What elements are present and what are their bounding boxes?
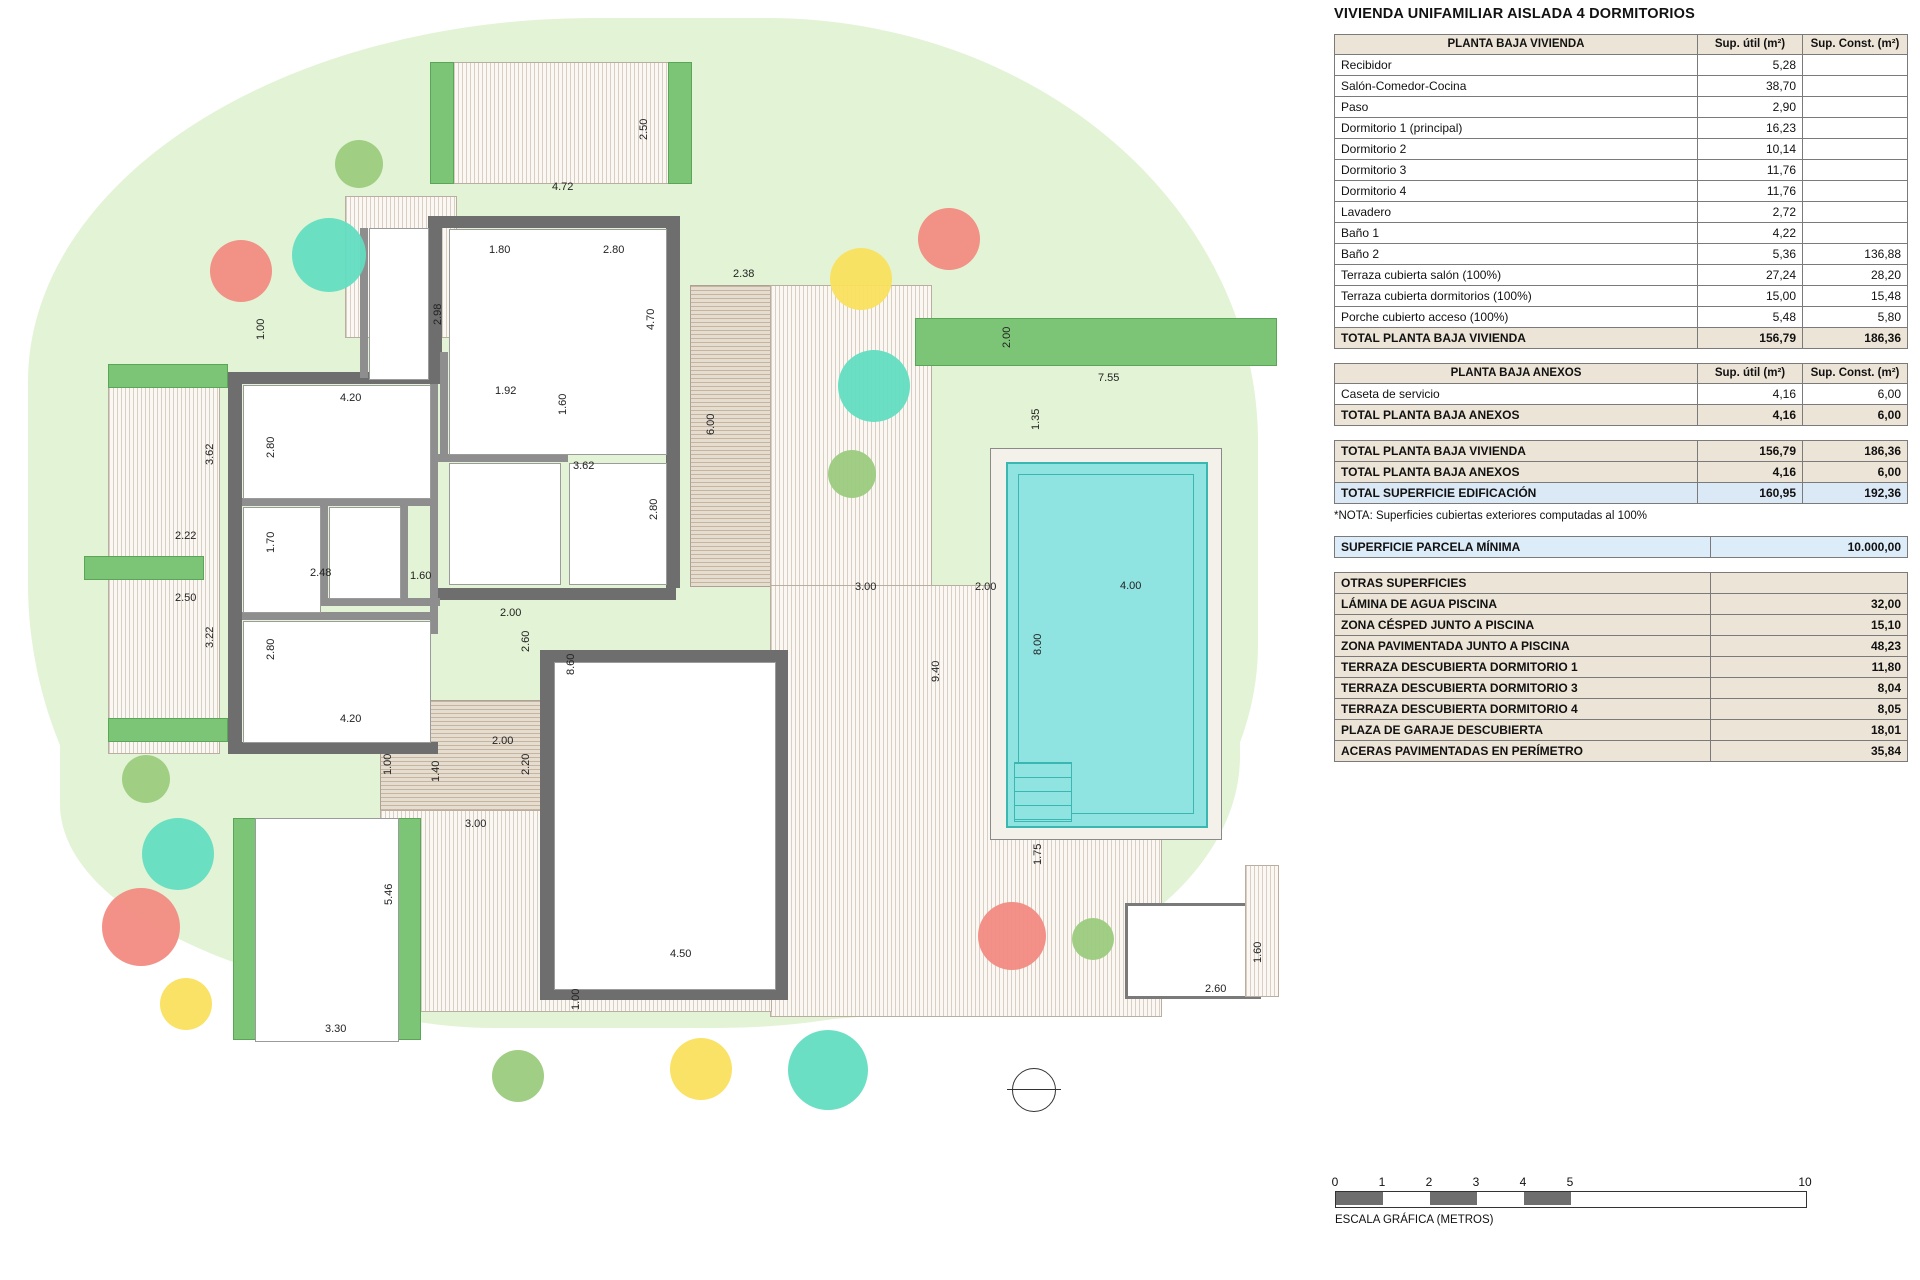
dimension-label: 1.40	[430, 760, 442, 782]
room-lavadero	[569, 463, 667, 585]
dimension-label: 4.50	[670, 948, 692, 960]
wall-living-north	[436, 588, 676, 600]
north-arrow-icon	[1012, 1068, 1056, 1112]
dimension-label: 4.20	[340, 713, 362, 725]
wall-east-upper	[666, 216, 680, 588]
row-const: 28,20	[1803, 265, 1908, 286]
row-util: 4,16	[1698, 405, 1803, 426]
table-row	[1335, 657, 1908, 678]
room-bano-2	[449, 463, 561, 585]
room-dormitorio-1	[449, 229, 667, 455]
row-util: 2,72	[1698, 202, 1803, 223]
dimension-label: 1.00	[570, 988, 582, 1010]
row-label: Dormitorio 1 (principal)	[1335, 118, 1698, 139]
parcela-value: 10.000,00	[1711, 537, 1908, 558]
row-const: 6,00	[1803, 384, 1908, 405]
green-band-north-left	[430, 62, 454, 184]
dimension-label: 2.00	[975, 581, 997, 593]
dimension-label: 1.60	[1252, 941, 1264, 963]
partition-2	[430, 384, 438, 634]
dimension-label: 1.00	[382, 753, 394, 775]
caseta-paving	[1245, 865, 1279, 997]
dimension-label: 2.80	[265, 436, 277, 458]
scale-tick: 2	[1425, 1175, 1433, 1189]
watermark	[905, 625, 1025, 685]
row-label: Caseta de servicio	[1335, 384, 1698, 405]
table-row	[1335, 202, 1908, 223]
row-util: 4,16	[1698, 462, 1803, 483]
tree-icon	[830, 248, 892, 310]
table-row	[1335, 594, 1908, 615]
dimension-label: 3.22	[204, 626, 216, 648]
dimension-label: 1.70	[265, 531, 277, 553]
row-const: 192,36	[1803, 483, 1908, 504]
row-const	[1803, 202, 1908, 223]
row-util: 38,70	[1698, 76, 1803, 97]
partition-6	[400, 506, 408, 606]
wall-north	[428, 216, 678, 228]
tree-icon	[160, 978, 212, 1030]
row-label: LÁMINA DE AGUA PISCINA	[1335, 594, 1711, 615]
row-label: Dormitorio 2	[1335, 139, 1698, 160]
table-row	[1335, 328, 1908, 349]
garage-plaza	[255, 818, 399, 1042]
dimension-label: 3.00	[855, 581, 877, 593]
dimension-label: 8.60	[565, 653, 577, 675]
row-label: Terraza cubierta salón (100%)	[1335, 265, 1698, 286]
table-row	[1335, 139, 1908, 160]
scale-tick: 4	[1519, 1175, 1527, 1189]
row-label: Baño 2	[1335, 244, 1698, 265]
table-row	[1335, 678, 1908, 699]
row-util: 5,36	[1698, 244, 1803, 265]
dimension-label: 3.62	[204, 443, 216, 465]
row-value: 8,05	[1711, 699, 1908, 720]
dimension-label: 4.72	[552, 181, 574, 193]
dimension-label: 1.00	[255, 318, 267, 340]
dimension-label: 4.20	[340, 392, 362, 404]
row-util: 4,16	[1698, 384, 1803, 405]
col-header-anexo: PLANTA BAJA ANEXOS	[1335, 364, 1698, 384]
room-recibidor	[369, 228, 429, 380]
dimension-label: 1.75	[1032, 843, 1044, 865]
wall-west	[228, 372, 242, 754]
table-parcela	[1334, 536, 1908, 558]
surface-note: *NOTA: Superficies cubiertas exteriores computadas al 100%	[1334, 510, 1647, 523]
table-resumen	[1334, 440, 1908, 504]
terrace-east-upper	[770, 285, 932, 587]
row-const	[1803, 118, 1908, 139]
row-label: Baño 1	[1335, 223, 1698, 244]
table-row	[1335, 720, 1908, 741]
table-row	[1335, 384, 1908, 405]
tree-icon	[335, 140, 383, 188]
row-value: 18,01	[1711, 720, 1908, 741]
dimension-label: 2.20	[520, 753, 532, 775]
room-paso	[329, 507, 401, 599]
partition-3	[438, 454, 568, 462]
row-const	[1803, 223, 1908, 244]
scale-caption: ESCALA GRÁFICA (METROS)	[1335, 1214, 1494, 1226]
dimension-label: 1.92	[495, 385, 517, 397]
tree-icon	[492, 1050, 544, 1102]
table-row	[1335, 699, 1908, 720]
parcela-label: SUPERFICIE PARCELA MÍNIMA	[1335, 537, 1711, 558]
partition-9	[440, 352, 448, 460]
table-row	[1335, 462, 1908, 483]
row-label: TERRAZA DESCUBIERTA DORMITORIO 1	[1335, 657, 1711, 678]
partition-5	[320, 506, 328, 606]
tree-icon	[978, 902, 1046, 970]
row-value: 11,80	[1711, 657, 1908, 678]
row-label: Porche cubierto acceso (100%)	[1335, 307, 1698, 328]
row-label: TOTAL PLANTA BAJA ANEXOS	[1335, 405, 1698, 426]
row-util: 16,23	[1698, 118, 1803, 139]
dimension-label: 7.55	[1098, 372, 1120, 384]
dimension-label: 5.46	[383, 883, 395, 905]
row-label: OTRAS SUPERFICIES	[1335, 573, 1711, 594]
wall-living-east	[774, 650, 788, 1000]
row-value: 32,00	[1711, 594, 1908, 615]
row-value	[1711, 573, 1908, 594]
row-util: 11,76	[1698, 181, 1803, 202]
green-band-west-bottom	[108, 718, 228, 742]
graphic-scale	[1331, 1175, 1835, 1226]
row-label: ZONA PAVIMENTADA JUNTO A PISCINA	[1335, 636, 1711, 657]
col-header-const: Sup. Const. (m²)	[1803, 35, 1908, 55]
dimension-label: 2.00	[500, 607, 522, 619]
col-header-util: Sup. útil (m²)	[1698, 35, 1803, 55]
row-util: 11,76	[1698, 160, 1803, 181]
row-util: 27,24	[1698, 265, 1803, 286]
row-util: 156,79	[1698, 441, 1803, 462]
page-title: VIVIENDA UNIFAMILIAR AISLADA 4 DORMITORIOS	[1334, 6, 1695, 22]
row-value: 35,84	[1711, 741, 1908, 762]
dimension-label: 2.98	[432, 303, 444, 325]
row-label: PLAZA DE GARAJE DESCUBIERTA	[1335, 720, 1711, 741]
row-util: 2,90	[1698, 97, 1803, 118]
row-const: 186,36	[1803, 441, 1908, 462]
dimension-label: 4.70	[645, 308, 657, 330]
table-row	[1335, 286, 1908, 307]
row-label: Salón-Comedor-Cocina	[1335, 76, 1698, 97]
scale-tick: 3	[1472, 1175, 1480, 1189]
scale-tick: 10	[1798, 1175, 1812, 1189]
dimension-label: 2.80	[648, 498, 660, 520]
dimension-label: 2.00	[492, 735, 514, 747]
dimension-label: 9.40	[930, 660, 942, 682]
dimension-label: 8.00	[1032, 633, 1044, 655]
row-util: 5,48	[1698, 307, 1803, 328]
tree-icon	[102, 888, 180, 966]
dimension-label: 3.62	[573, 460, 595, 472]
table-row	[1335, 307, 1908, 328]
row-label: ZONA CÉSPED JUNTO A PISCINA	[1335, 615, 1711, 636]
tree-icon	[210, 240, 272, 302]
row-label: TERRAZA DESCUBIERTA DORMITORIO 3	[1335, 678, 1711, 699]
table-row	[1335, 615, 1908, 636]
caseta-de-servicio	[1125, 903, 1261, 999]
row-value: 48,23	[1711, 636, 1908, 657]
row-const	[1803, 160, 1908, 181]
row-label: TOTAL PLANTA BAJA VIVIENDA	[1335, 328, 1698, 349]
tree-icon	[142, 818, 214, 890]
row-const: 5,80	[1803, 307, 1908, 328]
row-util: 4,22	[1698, 223, 1803, 244]
tree-icon	[828, 450, 876, 498]
table-row	[1335, 55, 1908, 76]
row-const	[1803, 181, 1908, 202]
scale-tick: 5	[1566, 1175, 1574, 1189]
row-label: TOTAL PLANTA BAJA VIVIENDA	[1335, 441, 1698, 462]
table-row	[1335, 265, 1908, 286]
row-label: Dormitorio 3	[1335, 160, 1698, 181]
partition-1	[242, 498, 438, 506]
row-const: 15,48	[1803, 286, 1908, 307]
row-const: 136,88	[1803, 244, 1908, 265]
dimension-label: 6.00	[705, 413, 717, 435]
table-row	[1335, 573, 1908, 594]
row-label: TOTAL PLANTA BAJA ANEXOS	[1335, 462, 1698, 483]
dimension-label: 2.50	[175, 592, 197, 604]
partition-7	[328, 598, 440, 606]
scale-bar	[1335, 1191, 1807, 1208]
table-row	[1335, 76, 1908, 97]
dimension-label: 3.00	[465, 818, 487, 830]
table-planta-baja-anexos	[1334, 363, 1908, 426]
dimension-label: 1.60	[410, 570, 432, 582]
area-schedule-panel	[1320, 0, 1920, 1280]
row-value: 15,10	[1711, 615, 1908, 636]
col-header-room: PLANTA BAJA VIVIENDA	[1335, 35, 1698, 55]
scale-tick: 0	[1331, 1175, 1339, 1189]
tree-icon	[292, 218, 366, 292]
row-const: 6,00	[1803, 405, 1908, 426]
dimension-label: 2.50	[638, 118, 650, 140]
table-row	[1335, 223, 1908, 244]
dimension-label: 1.80	[489, 244, 511, 256]
green-band-west-mid	[84, 556, 204, 580]
wall-south-west	[228, 742, 438, 754]
row-label: TERRAZA DESCUBIERTA DORMITORIO 4	[1335, 699, 1711, 720]
table-otras-superficies	[1334, 572, 1908, 762]
dimension-label: 2.60	[1205, 983, 1227, 995]
dimension-label: 1.60	[557, 393, 569, 415]
dimension-label: 2.60	[520, 630, 532, 652]
pool-steps	[1014, 762, 1072, 822]
table-row	[1335, 405, 1908, 426]
row-util: 15,00	[1698, 286, 1803, 307]
scale-tick: 1	[1378, 1175, 1386, 1189]
dimension-label: 2.80	[265, 638, 277, 660]
row-const	[1803, 139, 1908, 160]
row-label: TOTAL SUPERFICIE EDIFICACIÓN	[1335, 483, 1698, 504]
tree-icon	[122, 755, 170, 803]
row-util: 160,95	[1698, 483, 1803, 504]
row-label: Terraza cubierta dormitorios (100%)	[1335, 286, 1698, 307]
dimension-label: 1.35	[1030, 408, 1042, 430]
row-util: 10,14	[1698, 139, 1803, 160]
col-header-util: Sup. útil (m²)	[1698, 364, 1803, 384]
green-band-west-top	[108, 364, 228, 388]
row-const	[1803, 97, 1908, 118]
green-band-north-right	[668, 62, 692, 184]
dimension-label: 3.30	[325, 1023, 347, 1035]
table-row	[1335, 118, 1908, 139]
dimension-label: 4.00	[1120, 580, 1142, 592]
covered-terrace-bedrooms	[690, 285, 772, 587]
room-bano-1	[243, 507, 321, 613]
row-label: Paso	[1335, 97, 1698, 118]
row-util: 156,79	[1698, 328, 1803, 349]
dimension-label: 2.80	[603, 244, 625, 256]
partition-8	[242, 612, 438, 620]
dimension-label: 2.22	[175, 530, 197, 542]
table-row	[1335, 636, 1908, 657]
room-salon-comedor-cocina	[554, 662, 776, 990]
table-row	[1335, 244, 1908, 265]
table-row	[1335, 483, 1908, 504]
table-row	[1335, 160, 1908, 181]
row-util: 5,28	[1698, 55, 1803, 76]
tree-icon	[1072, 918, 1114, 960]
row-const: 6,00	[1803, 462, 1908, 483]
table-row	[1335, 441, 1908, 462]
wall-living-west	[540, 650, 554, 1000]
tree-icon	[670, 1038, 732, 1100]
table-row	[1335, 97, 1908, 118]
green-band-pool-north	[915, 318, 1277, 366]
row-label: Dormitorio 4	[1335, 181, 1698, 202]
row-const	[1803, 55, 1908, 76]
table-row	[1335, 741, 1908, 762]
tree-icon	[788, 1030, 868, 1110]
dimension-label: 2.48	[310, 567, 332, 579]
row-const: 186,36	[1803, 328, 1908, 349]
tree-icon	[838, 350, 910, 422]
tree-icon	[918, 208, 980, 270]
table-row	[1335, 181, 1908, 202]
row-label: Lavadero	[1335, 202, 1698, 223]
row-value: 8,04	[1711, 678, 1908, 699]
table-planta-baja-vivienda	[1334, 34, 1908, 349]
row-label: ACERAS PAVIMENTADAS EN PERÍMETRO	[1335, 741, 1711, 762]
dimension-label: 2.00	[1001, 326, 1013, 348]
col-header-const: Sup. Const. (m²)	[1803, 364, 1908, 384]
dimension-label: 2.38	[733, 268, 755, 280]
row-label: Recibidor	[1335, 55, 1698, 76]
row-const	[1803, 76, 1908, 97]
